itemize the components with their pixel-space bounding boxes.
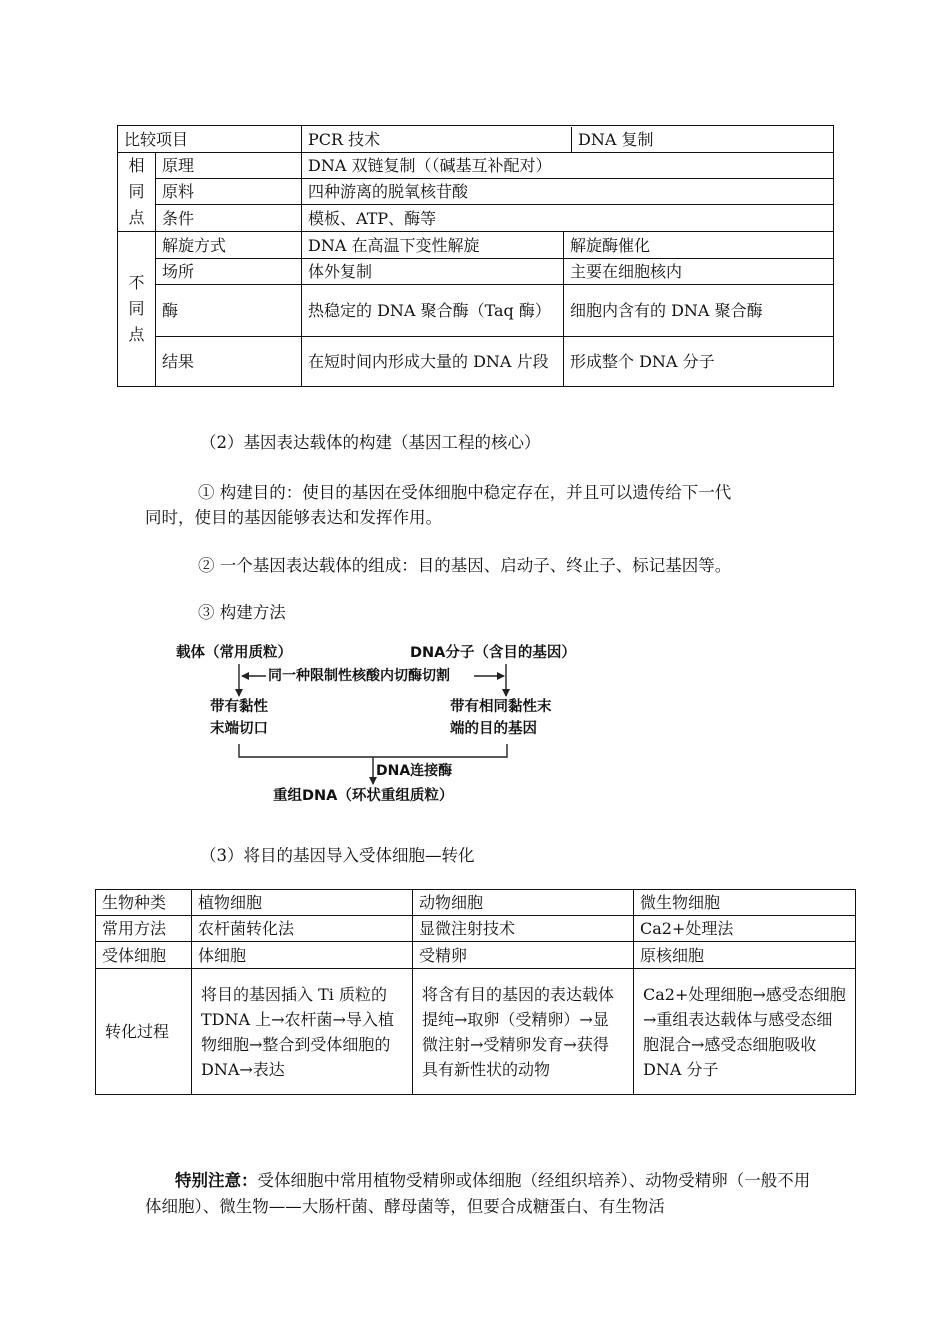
paragraph-vector-components: ② 一个基因表达载体的组成：目的基因、启动子、终止子、标记基因等。 [198, 556, 732, 575]
pcr-vs-dna-replication-table [117, 125, 834, 387]
microbe-cell: Ca2+处理细胞→感受态细胞→重组表达载体与感受态细胞混合→感受态细胞吸收 DNA 分子 [634, 969, 856, 1095]
dna-cell: 细胞内含有的 DNA 聚合酶 [564, 285, 834, 337]
same-points-label: 相 同 点 [118, 153, 156, 232]
table-row [96, 942, 856, 969]
plant-cell: 农杆菌转化法 [192, 916, 413, 942]
row-label-cell: 转化过程 [96, 969, 192, 1095]
note-label: 特别注意： [175, 1171, 258, 1190]
header-cell: PCR 技术 [302, 127, 572, 152]
table-row [118, 205, 834, 232]
section-3-heading: （3）将目的基因导入受体细胞—转化 [200, 846, 475, 865]
flowchart-right-cut-line2: 端的目的基因 [450, 721, 537, 737]
note-text: 受体细胞中常用植物受精卵或体细胞（经组织培养）、动物受精卵（一般不用体细胞）、微生物——大肠杆菌、酵母菌等，但要合成糖蛋白、有生物活 [145, 1171, 811, 1216]
microbe-cell: Ca2+处理法 [634, 916, 856, 942]
item-cell: 原料 [156, 179, 302, 205]
construction-flowchart [170, 640, 600, 810]
table-row [118, 179, 834, 205]
value-cell: DNA 双链复制（（碱基互补配对） [302, 153, 834, 179]
item-cell: 条件 [156, 205, 302, 232]
animal-cell: 显微注射技术 [413, 916, 634, 942]
item-cell: 结果 [156, 337, 302, 387]
flowchart-dna-label: DNA分子（含目的基因） [410, 645, 576, 661]
row-label-cell: 常用方法 [96, 916, 192, 942]
plant-cell: 将目的基因插入 Ti 质粒的 TDNA 上→农杆菌→导入植物细胞→整合到受体细胞的 DNA→表达 [192, 969, 413, 1095]
pcr-cell: DNA 在高温下变性解旋 [302, 232, 564, 259]
flowchart-enzyme-label: 同一种限制性核酸内切酶切割 [268, 668, 450, 684]
pcr-cell: 体外复制 [302, 259, 564, 285]
value-cell: 四种游离的脱氧核苷酸 [302, 179, 834, 205]
table-row [118, 232, 834, 259]
item-cell: 解旋方式 [156, 232, 302, 259]
dna-cell: 形成整个 DNA 分子 [564, 337, 834, 387]
table-row [96, 969, 856, 1095]
flowchart-result-label: 重组DNA（环状重组质粒） [273, 788, 454, 804]
paragraph-construction-purpose-line1: ① 构建目的：使目的基因在受体细胞中稳定存在，并且可以遗传给下一代 [198, 483, 732, 502]
paragraph-construction-method: ③ 构建方法 [198, 603, 286, 622]
header-cell: 动物细胞 [413, 890, 634, 916]
join-bracket [239, 744, 507, 757]
table-row [118, 337, 834, 387]
item-cell: 场所 [156, 259, 302, 285]
flowchart-ligase-label: DNA连接酶 [376, 763, 453, 779]
microbe-cell: 原核细胞 [634, 942, 856, 969]
table-row [118, 153, 834, 179]
flowchart-right-cut-line1: 带有相同黏性末 [450, 699, 552, 715]
header-cell: DNA 复制 [578, 129, 654, 149]
table-header-row [118, 126, 834, 153]
flowchart-vector-label: 载体（常用质粒） [176, 645, 292, 661]
table-header-row [96, 890, 856, 916]
table-row [118, 259, 834, 285]
flowchart-left-cut-line2: 末端切口 [210, 721, 268, 737]
dna-cell: 主要在细胞核内 [564, 259, 834, 285]
header-cell: 植物细胞 [192, 890, 413, 916]
special-note [145, 1168, 817, 1220]
dna-cell: 解旋酶催化 [564, 232, 834, 259]
header-cell: 生物种类 [96, 890, 192, 916]
animal-cell: 将含有目的基因的表达载体提纯→取卵（受精卵）→显微注射→受精卵发育→获得具有新性状的动物 [413, 969, 634, 1095]
value-cell: 模板、ATP、酶等 [302, 205, 834, 232]
row-label-cell: 受体细胞 [96, 942, 192, 969]
paragraph-construction-purpose-line2: 同时，使目的基因能够表达和发挥作用。 [145, 508, 442, 527]
item-cell: 原理 [156, 153, 302, 179]
section-2-heading: （2）基因表达载体的构建（基因工程的核心） [200, 433, 541, 452]
plant-cell: 体细胞 [192, 942, 413, 969]
header-cell: 比较项目 [118, 126, 302, 153]
item-cell: 酶 [156, 285, 302, 337]
flowchart-left-cut-line1: 带有黏性 [210, 699, 268, 715]
transformation-methods-table [95, 889, 856, 1095]
pcr-cell: 热稳定的 DNA 聚合酶（Taq 酶） [302, 285, 564, 337]
animal-cell: 受精卵 [413, 942, 634, 969]
header-cell: 微生物细胞 [634, 890, 856, 916]
pcr-cell: 在短时间内形成大量的 DNA 片段 [302, 337, 564, 387]
table-row [96, 916, 856, 942]
table-row [118, 285, 834, 337]
different-points-label: 不 同 点 [118, 232, 156, 387]
